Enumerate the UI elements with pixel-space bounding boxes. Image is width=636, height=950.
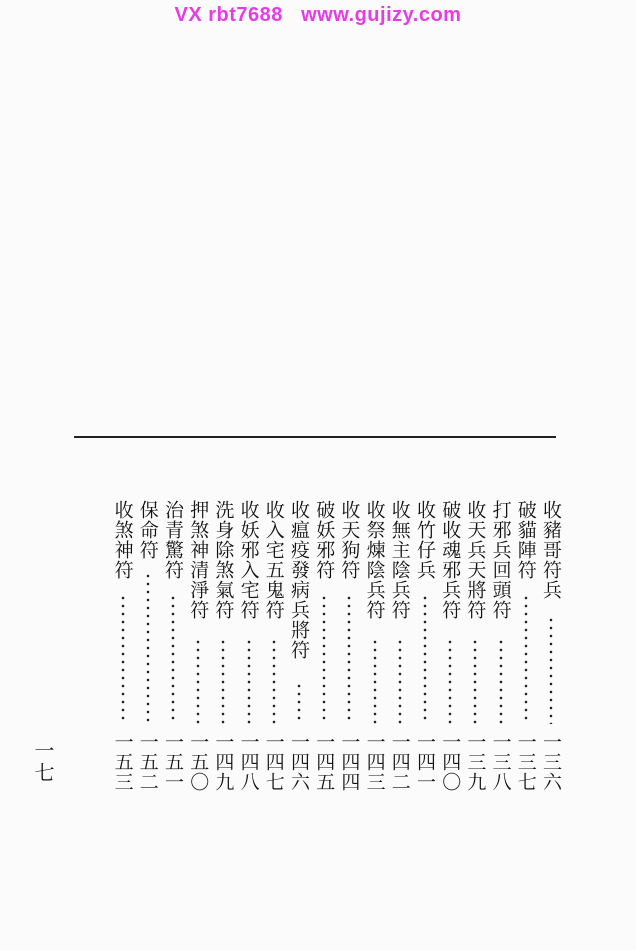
- toc-leader-dots: [515, 594, 537, 724]
- toc-entry-title: 破妖邪符: [313, 500, 336, 580]
- toc-entry-title: 收祭煉陰兵符: [363, 500, 386, 620]
- toc-entry-title: 收妖邪入宅符: [237, 500, 260, 620]
- toc-leader-dots: [112, 594, 134, 724]
- toc-entry-page-number: 一四八: [237, 732, 260, 792]
- toc-entry-page-number: 一四九: [212, 732, 235, 792]
- toc-leader-dots: [364, 638, 386, 724]
- toc-leader-dots: [464, 638, 486, 724]
- toc-leader-dots: [212, 638, 234, 724]
- toc-leader-dots: [288, 682, 310, 724]
- toc-leader-dots: [439, 638, 461, 724]
- toc-entry: [338, 500, 360, 820]
- toc-entry-title: 收天狗符: [338, 500, 361, 580]
- toc-entry-page-number: 一四四: [338, 732, 361, 792]
- toc-entry-title: 押煞神清淨符: [187, 500, 210, 620]
- toc-entry-page-number: 一四一: [414, 732, 436, 792]
- toc-entry-page-number: 一三七: [514, 732, 537, 792]
- toc-entry-title: 破貓陣符: [514, 500, 537, 580]
- toc-entry-title: 收無主陰兵符: [388, 500, 411, 620]
- toc-entry-title: 打邪兵回頭符: [489, 500, 512, 620]
- toc-entry-title: 收入宅五鬼符: [262, 500, 285, 620]
- toc-entry: [212, 500, 234, 820]
- toc-leader-dots: [162, 594, 184, 724]
- toc-entry: [414, 500, 436, 820]
- toc-entry: [540, 500, 562, 820]
- toc-entry-page-number: 一四三: [363, 732, 386, 792]
- toc-entry-title: 治青驚符: [162, 500, 184, 580]
- toc-entry: [313, 500, 335, 820]
- toc-leader-dots: [490, 638, 512, 724]
- toc-entry: [464, 500, 486, 820]
- toc-entry-page-number: 一三九: [464, 732, 487, 792]
- toc-entry-title: 收瘟疫發病兵將符: [288, 500, 310, 660]
- toc-entry: [263, 500, 285, 820]
- toc-entry-page-number: 一四七: [262, 732, 285, 792]
- toc-leader-dots: [238, 638, 260, 724]
- toc-leader-dots: [313, 594, 335, 724]
- toc-entry-title: 破收魂邪兵符: [439, 500, 462, 620]
- toc-entry-title: 洗身除煞氣符: [212, 500, 235, 620]
- page-folio: 一七: [31, 740, 55, 784]
- toc-entry: [364, 500, 386, 820]
- toc-entry-title: 收竹仔兵: [414, 500, 436, 580]
- toc-entry: [515, 500, 537, 820]
- toc-leader-dots: [263, 638, 285, 724]
- toc-entry-page-number: 一五〇: [187, 732, 210, 792]
- toc-leader-dots: [137, 572, 159, 724]
- toc-entry-page-number: 一四五: [313, 732, 336, 792]
- toc-entry-page-number: 一三六: [540, 732, 562, 792]
- toc-leader-dots: [338, 594, 360, 724]
- toc-entry: [137, 500, 159, 820]
- toc-entry: [439, 500, 461, 820]
- toc-entry-page-number: 一四〇: [439, 732, 462, 792]
- toc-leader-dots: [540, 616, 562, 724]
- table-of-contents: [78, 500, 562, 820]
- horizontal-rule: [74, 436, 556, 438]
- toc-entry-title: 保命符: [136, 500, 159, 560]
- toc-entry: [389, 500, 411, 820]
- toc-entry-title: 收豬哥符兵: [540, 500, 562, 600]
- toc-entry-page-number: 一三八: [489, 732, 512, 792]
- toc-entry-page-number: 一四二: [388, 732, 411, 792]
- toc-entry-page-number: 一五三: [111, 732, 134, 792]
- toc-entry: [288, 500, 310, 820]
- toc-entry: [112, 500, 134, 820]
- toc-entry-page-number: 一五二: [136, 732, 159, 792]
- toc-leader-dots: [389, 638, 411, 724]
- toc-entry: [490, 500, 512, 820]
- toc-entry-page-number: 一四六: [288, 732, 310, 792]
- toc-entry: [162, 500, 184, 820]
- toc-entry-title: 收天兵天將符: [464, 500, 487, 620]
- toc-entry: [238, 500, 260, 820]
- toc-leader-dots: [187, 638, 209, 724]
- toc-entry-title: 收煞神符: [111, 500, 134, 580]
- toc-leader-dots: [414, 594, 436, 724]
- toc-entry-page-number: 一五一: [162, 732, 184, 792]
- watermark-text: VX rbt7688 www.gujizy.com: [174, 4, 462, 26]
- toc-entry: [187, 500, 209, 820]
